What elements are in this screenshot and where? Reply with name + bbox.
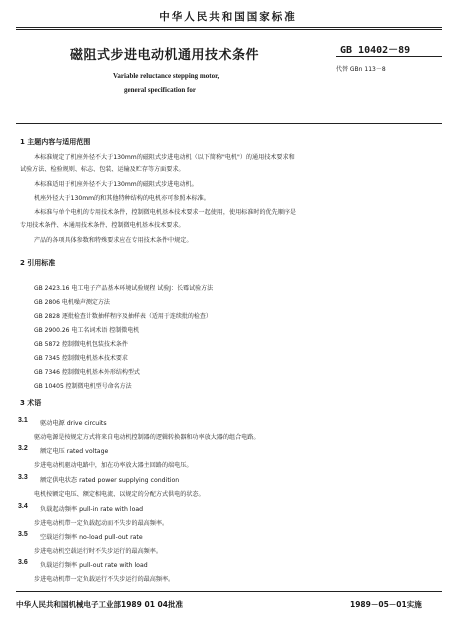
term-name: 负载起动频率 pull-in rate with load [40, 506, 144, 513]
standard-number: GB 10402－89 [340, 45, 411, 56]
reference-standard: GB 2806 电机噪声测定方法 [34, 299, 110, 306]
term-name: 额定电压 rated voltage [40, 448, 109, 455]
term-definition: 步进电动机带一定负载起动而不失步的最高频率。 [34, 520, 169, 527]
replaces-standard: 代替 GBn 113－8 [336, 66, 386, 73]
reference-standard: GB 7345 控制微电机基本技术要求 [34, 355, 128, 362]
english-title-line-2: general specification for [124, 86, 196, 94]
reference-standard: GB 2423.16 电工电子产品基本环境试验规程 试验J：长霉试验方法 [34, 285, 214, 292]
section-1-line: 专用技术条件、本通用技术条件、控制微电机基本技术要求。 [20, 222, 185, 229]
implementation-date: 1989－05－01实施 [350, 600, 422, 609]
term-name: 驱动电源 drive circuits [40, 420, 107, 427]
term-name: 额定供电状态 rated power supplying condition [40, 477, 180, 484]
term-name: 空载运行频率 no-load pull-out rate [40, 534, 143, 541]
term-definition: 驱动电源是按规定方式将来自电动机控制器的逻辑转换器和功率放大器的组合电路。 [34, 434, 260, 441]
standard-org-header: 中华人民共和国国家标准 [159, 11, 297, 23]
section-1-line: 产品的各项具体参数和特殊要求应在专用技术条件中规定。 [34, 237, 193, 244]
reference-standard: GB 7346 控制微电机基本外形结构型式 [34, 369, 140, 376]
term-name: 负载运行频率 pull-out rate with load [40, 562, 148, 569]
section-1-line: 试验方法、检验规则、标志、包装、运输及贮存等方面要求。 [20, 166, 185, 173]
reference-standard: GB 2900.26 电工名词术语 控制微电机 [34, 327, 140, 334]
std-no-underline [336, 56, 442, 57]
footer-rule [16, 591, 442, 592]
term-definition: 步进电动机驱动电路中，加在功率放大器主回路的端电压。 [34, 462, 193, 469]
section-3-heading: 3 术语 [20, 399, 42, 407]
section-1-line: 机座外径大于130mm的和其他特种结构的电机亦可参照本标准。 [34, 195, 210, 202]
reference-standard: GB 10405 控制微电机型号命名方法 [34, 383, 132, 390]
term-number: 3.4 [18, 503, 28, 510]
header-rule [16, 27, 442, 30]
title-rule [16, 123, 442, 124]
section-2-heading: 2 引用标准 [20, 259, 56, 267]
term-number: 3.1 [18, 417, 28, 424]
term-number: 3.5 [18, 531, 28, 538]
term-definition: 步进电动机带一定负载运行不失步运行的最高频率。 [34, 576, 175, 583]
term-number: 3.6 [18, 559, 28, 566]
section-1-line: 本标准适用于机座外径不大于130mm的磁阻式步进电动机。 [34, 181, 198, 188]
reference-standard: GB 2828 逐批检查计数抽样程序及抽样表（适用于连续批的检查） [34, 313, 212, 320]
term-number: 3.2 [18, 445, 28, 452]
english-title-line-1: Variable reluctance stepping motor, [113, 72, 220, 80]
term-definition: 电机按额定电压、额定相电流、以规定的分配方式供电的状态。 [34, 491, 205, 498]
document-title: 磁阻式步进电动机通用技术条件 [70, 48, 260, 63]
section-1-line: 本标准规定了机座外径不大于130mm的磁阻式步进电动机（以下简称"电机"）的通用技术要求和 [34, 154, 295, 161]
section-1-line: 本标准与单个电机的专用技术条件，控制微电机基本技术要求一起使用，使用标准时的优先顺序是 [34, 209, 297, 216]
approval-statement: 中华人民共和国机械电子工业部1989 01 04批准 [16, 600, 183, 609]
term-number: 3.3 [18, 474, 28, 481]
reference-standard: GB 5872 控制微电机包装技术条件 [34, 341, 128, 348]
section-1-heading: 1 主题内容与适用范围 [20, 138, 91, 146]
term-definition: 步进电动机空载运行时不失步运行的最高频率。 [34, 548, 162, 555]
